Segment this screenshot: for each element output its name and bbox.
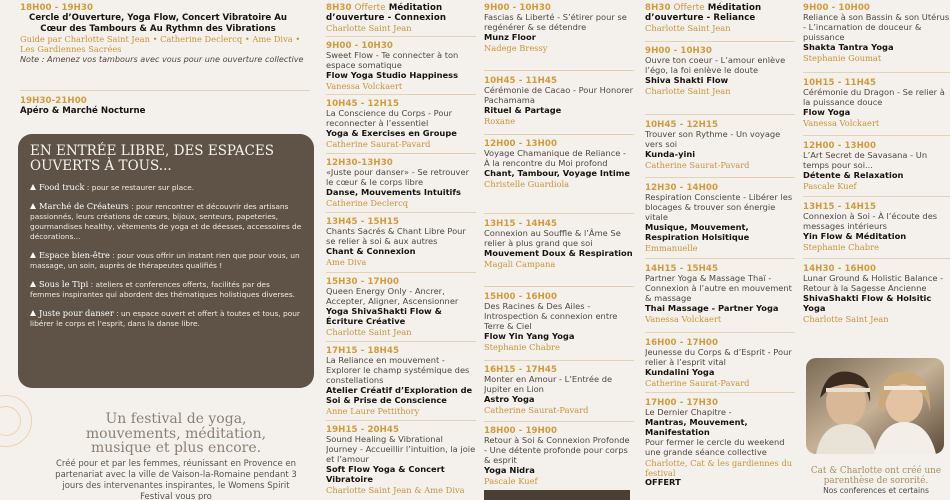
event-time: 8H30: [326, 3, 352, 13]
event: [326, 3, 476, 33]
event-time: 14H15 - 15H45: [645, 264, 719, 274]
divider: [484, 213, 634, 214]
event-desc: La Conscience du Corps - Pour reconnecter à l’essentiel: [326, 108, 453, 128]
event-guide: Charlotte Saint Jean: [326, 23, 412, 33]
panel-item-text: : ateliers et conferences offerts, facilités par des femmes inspirantes qui abordent des thématiques holistiques diverses.: [30, 280, 296, 299]
event-title: Yin Flow & Méditation: [803, 230, 907, 241]
panel-item-food-truck: [30, 182, 302, 193]
event-time: 18H00 - 19H00: [484, 426, 558, 436]
divider: [484, 70, 634, 71]
divider: [645, 392, 795, 393]
event: [326, 217, 476, 267]
event-time: 10H45 - 11H45: [484, 76, 558, 86]
event: [803, 264, 950, 324]
event-title: Yoga Nidra: [484, 464, 535, 475]
event-time: 9H00 - 10H30: [484, 3, 551, 13]
festival-intro: Créé pour et par les femmes, réunissant en Provence en partenariat avec la ville de Vaison-la-Romaine pendant 3 jours des intervenantes inspirantes, le Womens Spirit Festival vous pro: [55, 459, 297, 500]
event: [803, 202, 950, 252]
info-panel: [18, 134, 314, 388]
event-title: Chant, Tambour, Voyage Intime: [484, 167, 631, 178]
event-guide: Vanessa Volckaert: [645, 313, 722, 324]
event: [645, 264, 795, 324]
event-desc: Connexion à Soi - À l’écoute des messages intérieurs: [803, 211, 938, 231]
panel-item-text: : un espace ouvert et offert à toutes et tous, pour libérer le corps et l’esprit, dans la danse libre.: [30, 309, 300, 328]
event-time: 12H30 - 14H00: [645, 183, 719, 193]
event-title: ShivaShakti Flow & Holsitic Yoga: [803, 292, 932, 313]
event-desc: Chants Sacrés & Chant Libre Pour se relier à soi & aux autres: [326, 226, 466, 246]
event-time: 15H00 - 16H00: [484, 292, 558, 302]
event-desc: Lunar Ground & Holistic Balance - Retour à la Sagesse Ancienne: [803, 273, 944, 293]
event-time: 8H30: [645, 3, 671, 13]
event: [645, 3, 795, 33]
event-title: Shiva Shakti Flow: [645, 74, 729, 85]
event-offert: OFFERT: [645, 476, 681, 487]
event-desc: Monter en Amour - L’Entrée de Jupiter en Lion: [484, 374, 613, 394]
event-time: 12H30-13H30: [326, 158, 393, 168]
event-desc: Respiration Consciente - Libérer les blocages & trouver son énergie vitale: [645, 192, 793, 222]
event-guide: Anne Laure Pettithory: [326, 405, 420, 416]
event-title: Soft Flow Yoga & Concert Vibratoire: [326, 463, 445, 484]
event-offered: Offerte: [673, 3, 705, 13]
event-guide: Ame Diva: [326, 256, 367, 267]
event-guide: Charlotte Saint Jean & Ame Diva: [326, 484, 465, 495]
event-desc: Voyage Chamanique de Reliance - À la rencontre du Moi profond: [484, 148, 626, 168]
caption-line-2: Nos conferences et certains: [823, 486, 929, 495]
event-time: 18H00 - 19H30: [20, 3, 94, 13]
event-offered: Offerte: [354, 3, 386, 13]
triangle-icon: [30, 310, 36, 316]
caption-line-1: Cat & Charlotte ont créé une parenthèse de sororité.: [810, 466, 942, 486]
event-time: 12H00 - 13H00: [803, 141, 877, 151]
event-desc: Fascias & Liberté - S’étirer pour se regénérer & se détendre: [484, 12, 627, 32]
event: [803, 141, 950, 191]
event-guide: Christelle Guardiola: [484, 178, 570, 189]
event: [645, 398, 795, 487]
column-saturday-1: [326, 0, 476, 500]
event-time: 9H00 - 10H30: [326, 41, 393, 51]
triangle-icon: [30, 252, 36, 258]
panel-item-bien-etre: [30, 250, 302, 271]
divider: [326, 341, 476, 342]
event-title: Thai Massage - Partner Yoga: [645, 302, 779, 313]
event-guide: Catherine Saurat-Pavard: [645, 159, 750, 170]
event-title: Kunda-yini: [645, 148, 696, 159]
event-guide: Nadege Bressy: [484, 42, 548, 53]
event-desc: Sound Healing & Vibrational Journey - Accueillir l’intuition, la joie et l’amour: [326, 434, 476, 464]
event: [645, 120, 795, 170]
event-title: Munz Floor: [484, 31, 536, 42]
event-desc: Partner Yoga & Massage Thaï - Connexion à l’autre en mouvement & massage: [645, 273, 792, 303]
event-desc: Reliance à son Bassin & son Utérus - L’incarnation de douceur & puissance: [803, 12, 950, 42]
event-title: Cercle d’Ouverture, Yoga Flow, Concert Vibratoire Au Cœur des Tambours & Au Rythmn des Vibrations: [29, 13, 287, 34]
event: [484, 139, 634, 189]
event-title: Yoga ShivaShakti Flow & Écriture Créative: [326, 305, 442, 326]
event: [326, 277, 476, 337]
event: [326, 425, 476, 495]
event-time: 10H15 - 11H45: [803, 78, 877, 88]
event-title: Chant & Connexion: [326, 245, 416, 256]
divider: [645, 332, 795, 333]
event-time: 17H15 - 18H45: [326, 346, 400, 356]
event-desc: Cérémonie de Cacao - Pour Honorer Pachamama: [484, 85, 634, 105]
event-guide: Charlotte Saint Jean: [803, 313, 889, 324]
event-desc: «Juste pour danser» - Se retrouver le cœur & le corps libre: [326, 167, 469, 187]
event-time: 19H15 - 20H45: [326, 425, 400, 435]
founders-photo-image: [806, 358, 944, 454]
panel-title: EN ENTRÉE LIBRE, DES ESPACES OUVERTS À TOUS...: [30, 143, 274, 174]
event: [484, 365, 634, 415]
event-desc: Retour à Soi & Connexion Profonde - Une détente profonde pour corps & esprit: [484, 435, 630, 465]
event-title: Rituel & Partage: [484, 104, 562, 115]
panel-item-key: Espace bien-être: [39, 250, 110, 260]
panel-item-key: Marché de Créateurs: [39, 201, 129, 211]
divider: [326, 420, 476, 421]
event: [326, 158, 476, 208]
event-guide: Magali Campana: [484, 258, 556, 269]
event-guide: Pascale Kuef: [484, 475, 538, 486]
divider: [803, 72, 950, 73]
event-apero: [20, 96, 310, 117]
event-guide: Stephanie Goumat: [803, 52, 882, 63]
event-time: 9H00 - 10H00: [803, 3, 870, 13]
event-guide: Vanessa Volckaert: [326, 80, 403, 91]
column-sunday-1: [645, 0, 795, 500]
panel-item-text: : pour se restaurer sur place.: [84, 183, 195, 192]
event-guide: Emmanuelle: [645, 242, 698, 253]
event: [484, 219, 634, 269]
panel-item-tipi: [30, 279, 302, 300]
event-time: 12H00 - 13H00: [484, 139, 558, 149]
event-guide: Charlotte Saint Jean: [645, 23, 731, 33]
divider: [20, 90, 310, 91]
panel-item-key: Food truck: [39, 182, 85, 192]
event-desc: Des Racines & Des Ailes - Introspection & connexion entre Terre & Ciel: [484, 301, 618, 331]
divider: [484, 286, 634, 287]
divider: [803, 196, 950, 197]
panel-item-key: Sous le Tipi: [39, 279, 89, 289]
event-opening-circle: [20, 3, 310, 64]
divider: [484, 421, 634, 422]
event-time: 9H00 - 10H30: [645, 46, 712, 56]
event-desc-2: Pour fermer le cercle du weekend une grande séance collective: [645, 436, 785, 457]
festival-tagline: Un festival de yoga, mouvements, méditation, musique et plus encore.: [85, 411, 267, 456]
divider: [326, 153, 476, 154]
divider: [326, 212, 476, 213]
event-time: 13H15 - 14H45: [484, 219, 558, 229]
panel-item-marche: [30, 201, 302, 242]
divider: [803, 135, 950, 136]
event-time: 19H30-21H00: [20, 96, 87, 106]
event-desc: Cérémonie du Dragon - Se relier à la puissance douce: [803, 87, 945, 107]
event: [326, 99, 476, 149]
divider: [484, 134, 634, 135]
event-title: Astro Yoga: [484, 393, 535, 404]
event-guide: Pascale Kuef: [803, 180, 857, 191]
event-title: Mantras, Mouvement, Manifestation: [645, 416, 748, 437]
event-title: Atelier Créatif d’Exploration de Soi & Prise de Conscience: [326, 384, 473, 405]
triangle-icon: [30, 281, 36, 287]
event: [645, 338, 795, 388]
event-guide: Vanessa Volckaert: [803, 117, 880, 128]
event: [484, 292, 634, 352]
event-title: Kundalini Yoga: [645, 366, 715, 377]
event: [326, 41, 476, 91]
event-time: 16H00 - 17H00: [645, 338, 719, 348]
divider: [484, 360, 634, 361]
event: [645, 46, 795, 96]
panel-item-text: : pour rencontrer et découvrir des artisans passionnés, leurs créations de cœurs, bijoux, senteurs, papeteries, gourmandises healthy, vêtements de yoga et de déesses, accessoires de décorations...: [30, 202, 302, 241]
event-desc: Queen Energy Only - Ancrer, Accepter, Aligner, Ascensionner: [326, 286, 459, 306]
event: [484, 426, 634, 486]
event: [326, 346, 476, 416]
event-title: Flow Yoga: [803, 106, 851, 117]
event-guide: Catherine Saurat-Pavard: [326, 138, 431, 149]
event-title: Mouvement Doux & Respiration: [484, 247, 633, 258]
event-guide: Catherine Saurat-Pavard: [645, 377, 750, 388]
event-guide: Catherine Saurat-Pavard: [484, 404, 589, 415]
divider: [645, 41, 795, 42]
panel-item-text: : pour vous offrir un instant rien que pour vous, un massage, un soin, auprès de thérapeutes qualifiés !: [30, 251, 300, 270]
divider: [326, 36, 476, 37]
event-guide: Charlotte Saint Jean: [645, 85, 731, 96]
event-title: Flow Yin Yang Yoga: [484, 330, 575, 341]
event: [803, 78, 950, 128]
event-time: 10H45 - 12H15: [326, 99, 400, 109]
event-desc: La Reliance en mouvement - Explorer le champ systémique des constellations: [326, 355, 470, 385]
event-title: Détente & Relaxation: [803, 169, 904, 180]
event-desc: Jeunesse du Corps & d’Esprit - Pour relier à l’esprit vital: [645, 347, 792, 367]
event-guide: Charlotte Saint Jean: [326, 326, 412, 337]
event: [484, 3, 634, 53]
divider: [326, 272, 476, 273]
event-desc: Sweet Flow - Te connecter à ton espace somatique: [326, 50, 459, 70]
column-saturday-2: [484, 0, 634, 500]
divider: [645, 258, 795, 259]
event-title: Yoga & Exercises en Groupe: [326, 127, 457, 138]
event-guide: Stephanie Chabre: [484, 341, 560, 352]
event-time: 13H45 - 15H15: [326, 217, 400, 227]
event-desc: Trouver son Rythme - Un voyage vers soi: [645, 129, 781, 149]
event-desc: Ouvre ton coeur - L’amour enlève l’égo, la foi enlève le doute: [645, 55, 786, 75]
panel-item-key: Juste pour danser: [39, 308, 114, 318]
divider: [645, 114, 795, 115]
triangle-icon: [30, 203, 36, 209]
event-note: Note : Amenez vos tambours avec vous pour une ouverture collective: [20, 54, 304, 64]
divider: [326, 94, 476, 95]
event: [484, 76, 634, 126]
event-time: 13H15 - 14H15: [803, 202, 877, 212]
event-guide: Stephanie Chabre: [803, 241, 879, 252]
event-title: Apéro & Marché Nocturne: [20, 106, 146, 116]
event-title: Danse, Mouvements Intuitifs: [326, 186, 461, 197]
divider: [803, 258, 950, 259]
event-title: Musique, Mouvement, Respiration Holsitique: [645, 221, 750, 242]
panel-item-danser: [30, 308, 302, 329]
event-title: Flow Yoga Studio Happiness: [326, 69, 459, 80]
event-title: Méditation d’ouverture - Reliance: [645, 3, 762, 23]
event-guide: Charlotte, Cat & les gardiennes du festival: [645, 457, 793, 478]
event-time: 15H30 - 17H00: [326, 277, 400, 287]
divider: [645, 177, 795, 178]
event-guide: Roxane: [484, 115, 516, 126]
triangle-icon: [30, 184, 36, 190]
event-title: Méditation d’ouverture - Connexion: [326, 3, 447, 23]
event: [803, 3, 950, 63]
event-time: 14H30 - 16H00: [803, 264, 877, 274]
photo-caption: [806, 466, 946, 496]
event-desc: L’Art Secret de Savasana - Un temps pour soi...: [803, 150, 928, 170]
event-time: 16H15 - 17H45: [484, 365, 558, 375]
event-time: 10H45 - 12H15: [645, 120, 719, 130]
event-desc: Le Dernier Chapitre -: [645, 407, 732, 417]
event-guide: Guide par Charlotte Saint Jean • Catherine Declercq • Ame Diva • Les Gardiennes Sacrées: [20, 34, 301, 54]
founders-photo: [806, 358, 944, 454]
event: [645, 183, 795, 253]
event-time: 17H00 - 17H30: [645, 398, 719, 408]
event-guide: Catherine Declercq: [326, 197, 409, 208]
footer-bar: [484, 490, 630, 500]
event-desc: Connexion au Souffle & l’Âme Se relier à plus grand que soi: [484, 228, 621, 248]
event-title: Shakta Tantra Yoga: [803, 41, 894, 52]
